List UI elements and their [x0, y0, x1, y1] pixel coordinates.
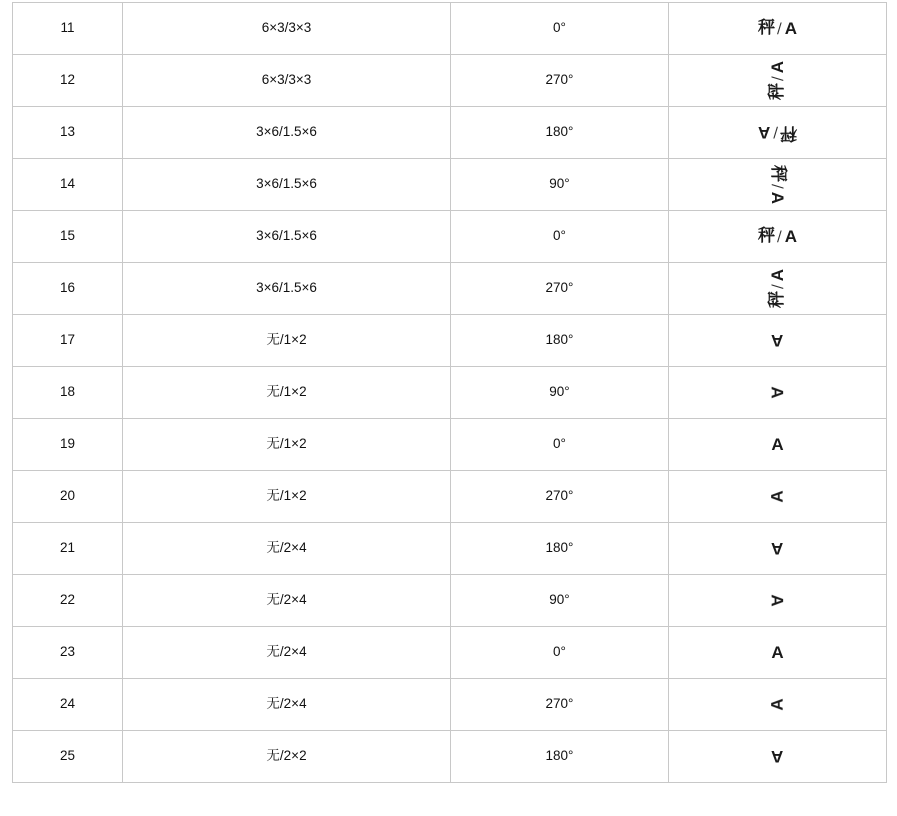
cell-sample-glyph: [669, 471, 887, 523]
sample-glyph: [752, 698, 803, 710]
angle-text: 270°: [545, 488, 574, 504]
table-row: [13, 159, 887, 211]
glyph-latin-letter: A: [768, 698, 787, 711]
index-text: 22: [59, 592, 76, 608]
cell-sample-glyph: [669, 211, 887, 263]
cell-spec: [123, 159, 451, 211]
cell-spec: [123, 627, 451, 679]
cell-index: [13, 211, 123, 263]
angle-text: 90°: [549, 592, 570, 608]
index-text: 19: [59, 436, 76, 452]
table-row: [13, 263, 887, 315]
cell-spec: [123, 731, 451, 783]
glyph-chinese-character: 秤: [767, 292, 787, 308]
cell-angle: [451, 107, 669, 159]
cell-spec: [123, 575, 451, 627]
glyph-chinese-character: 秤: [781, 123, 797, 143]
spec-text: 无/1×2: [266, 332, 307, 348]
table-row: [13, 315, 887, 367]
glyph-latin-letter: A: [771, 435, 784, 454]
table-row: [13, 419, 887, 471]
index-text: 24: [59, 696, 76, 712]
cell-sample-glyph: [669, 419, 887, 471]
index-text: 12: [59, 72, 76, 88]
spec-text: 3×6/1.5×6: [256, 124, 317, 140]
table-row: [13, 55, 887, 107]
sample-glyph: [758, 211, 797, 262]
table-row: [13, 731, 887, 783]
index-text: 21: [59, 540, 76, 556]
sample-glyph: [752, 594, 803, 606]
cell-index: [13, 3, 123, 55]
cell-index: [13, 419, 123, 471]
table-row: [13, 575, 887, 627]
sample-glyph: [771, 627, 783, 678]
cell-sample-glyph: [669, 575, 887, 627]
spec-text: 无/1×2: [266, 384, 307, 400]
table-body: [13, 3, 887, 783]
table-row: [13, 627, 887, 679]
index-text: 14: [59, 176, 76, 192]
angle-text: 270°: [545, 72, 574, 88]
cell-angle: [451, 263, 669, 315]
glyph-latin-letter: A: [768, 191, 787, 204]
table-row: [13, 367, 887, 419]
cell-sample-glyph: [669, 731, 887, 783]
glyph-latin-letter: A: [768, 386, 787, 399]
glyph-separator: /: [769, 284, 786, 289]
glyph-latin-letter: A: [784, 19, 797, 38]
sample-glyph: [752, 61, 803, 100]
index-text: 23: [59, 644, 76, 660]
table-row: [13, 3, 887, 55]
glyph-separator: /: [769, 76, 786, 81]
cell-index: [13, 315, 123, 367]
cell-spec: [123, 679, 451, 731]
glyph-latin-letter: A: [771, 331, 784, 350]
spec-text: 无/1×2: [266, 488, 307, 504]
cell-index: [13, 107, 123, 159]
spec-text: 3×6/1.5×6: [256, 176, 317, 192]
glyph-latin-letter: A: [768, 490, 787, 503]
sample-glyph: [752, 386, 803, 398]
glyph-latin-letter: A: [768, 269, 787, 282]
sample-glyph: [758, 107, 797, 158]
cell-spec: [123, 523, 451, 575]
cell-index: [13, 367, 123, 419]
angle-text: 180°: [545, 540, 574, 556]
cell-sample-glyph: [669, 55, 887, 107]
angle-text: 180°: [545, 124, 574, 140]
cell-index: [13, 471, 123, 523]
cell-spec: [123, 55, 451, 107]
sample-glyph: [752, 165, 803, 204]
cell-index: [13, 627, 123, 679]
cell-angle: [451, 627, 669, 679]
cell-index: [13, 523, 123, 575]
cell-sample-glyph: [669, 315, 887, 367]
index-text: 18: [59, 384, 76, 400]
glyph-chinese-character: 秤: [768, 165, 788, 181]
cell-angle: [451, 159, 669, 211]
spec-text: 无/1×2: [266, 436, 307, 452]
cell-spec: [123, 471, 451, 523]
cell-sample-glyph: [669, 107, 887, 159]
spec-text: 无/2×4: [266, 592, 307, 608]
cell-index: [13, 575, 123, 627]
cell-spec: [123, 315, 451, 367]
angle-text: 0°: [553, 436, 566, 452]
glyph-separator: /: [773, 124, 778, 141]
cell-sample-glyph: [669, 159, 887, 211]
cell-angle: [451, 3, 669, 55]
cell-spec: [123, 263, 451, 315]
angle-text: 90°: [549, 176, 570, 192]
cell-index: [13, 55, 123, 107]
sample-glyph: [771, 731, 783, 782]
spec-text: 3×6/1.5×6: [256, 280, 317, 296]
cell-sample-glyph: [669, 679, 887, 731]
cell-angle: [451, 55, 669, 107]
spec-text: 3×6/1.5×6: [256, 228, 317, 244]
angle-text: 0°: [553, 228, 566, 244]
spec-text: 6×3/3×3: [261, 20, 312, 36]
document-page: [0, 2, 897, 816]
cell-angle: [451, 731, 669, 783]
specification-table: [12, 2, 887, 783]
cell-angle: [451, 315, 669, 367]
index-text: 13: [59, 124, 76, 140]
cell-angle: [451, 575, 669, 627]
spec-text: 6×3/3×3: [261, 72, 312, 88]
cell-sample-glyph: [669, 3, 887, 55]
cell-angle: [451, 419, 669, 471]
cell-angle: [451, 679, 669, 731]
glyph-latin-letter: A: [771, 539, 784, 558]
cell-spec: [123, 419, 451, 471]
index-text: 15: [59, 228, 76, 244]
glyph-separator: /: [777, 228, 782, 245]
table-row: [13, 211, 887, 263]
angle-text: 180°: [545, 748, 574, 764]
glyph-separator: /: [777, 20, 782, 37]
spec-text: 无/2×4: [266, 644, 307, 660]
table-row: [13, 523, 887, 575]
spec-text: 无/2×2: [266, 748, 307, 764]
glyph-latin-letter: A: [768, 594, 787, 607]
glyph-latin-letter: A: [771, 747, 784, 766]
cell-spec: [123, 211, 451, 263]
glyph-latin-letter: A: [771, 643, 784, 662]
angle-text: 270°: [545, 280, 574, 296]
cell-index: [13, 731, 123, 783]
cell-angle: [451, 367, 669, 419]
angle-text: 180°: [545, 332, 574, 348]
glyph-chinese-character: 秤: [758, 18, 774, 38]
cell-index: [13, 263, 123, 315]
glyph-latin-letter: A: [768, 61, 787, 74]
index-text: 25: [59, 748, 76, 764]
cell-spec: [123, 367, 451, 419]
sample-glyph: [771, 419, 783, 470]
angle-text: 0°: [553, 20, 566, 36]
index-text: 16: [59, 280, 76, 296]
sample-glyph: [752, 269, 803, 308]
glyph-latin-letter: A: [758, 123, 771, 142]
cell-sample-glyph: [669, 523, 887, 575]
cell-sample-glyph: [669, 367, 887, 419]
angle-text: 270°: [545, 696, 574, 712]
spec-text: 无/2×4: [266, 540, 307, 556]
sample-glyph: [752, 490, 803, 502]
table-row: [13, 107, 887, 159]
cell-sample-glyph: [669, 627, 887, 679]
spec-text: 无/2×4: [266, 696, 307, 712]
cell-sample-glyph: [669, 263, 887, 315]
cell-angle: [451, 471, 669, 523]
index-text: 11: [60, 20, 75, 36]
cell-angle: [451, 211, 669, 263]
index-text: 17: [59, 332, 76, 348]
cell-spec: [123, 107, 451, 159]
glyph-latin-letter: A: [784, 227, 797, 246]
index-text: 20: [59, 488, 76, 504]
glyph-separator: /: [769, 184, 786, 189]
sample-glyph: [758, 3, 797, 54]
sample-glyph: [771, 523, 783, 574]
table-row: [13, 471, 887, 523]
glyph-chinese-character: 秤: [767, 84, 787, 100]
angle-text: 90°: [549, 384, 570, 400]
angle-text: 0°: [553, 644, 566, 660]
table-row: [13, 679, 887, 731]
cell-angle: [451, 523, 669, 575]
cell-spec: [123, 3, 451, 55]
cell-index: [13, 679, 123, 731]
sample-glyph: [771, 315, 783, 366]
cell-index: [13, 159, 123, 211]
glyph-chinese-character: 秤: [758, 226, 774, 246]
